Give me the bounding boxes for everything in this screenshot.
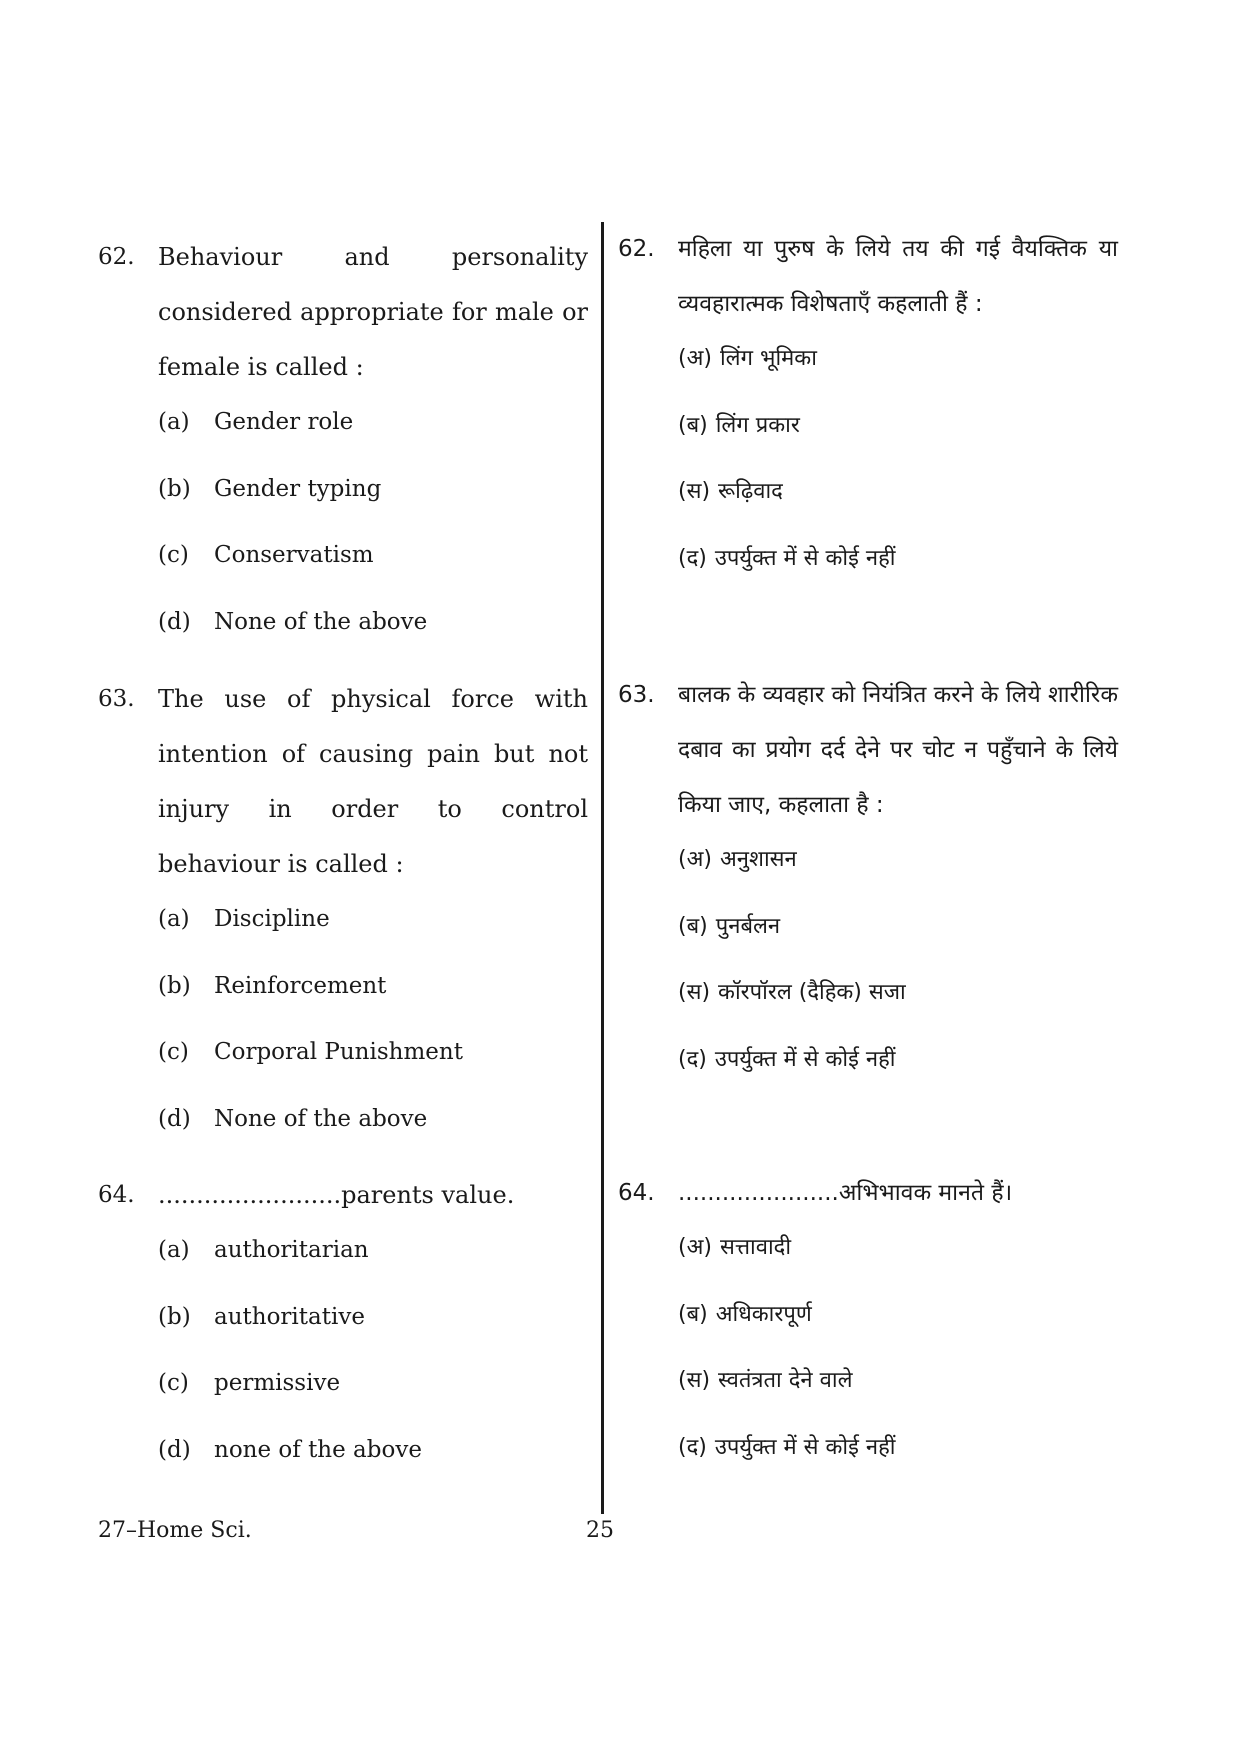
option-text: Gender role: [214, 409, 354, 435]
option-a: [158, 1235, 588, 1302]
option-letter: (ब): [678, 913, 708, 939]
question-63-en: [98, 672, 588, 1170]
option-letter: (d): [158, 1436, 191, 1463]
option-letter: (c): [158, 1039, 189, 1065]
question-62-hi: [618, 222, 1118, 610]
option-text: None of the above: [214, 1105, 428, 1132]
option-c: [158, 540, 588, 607]
option-b: [678, 411, 1118, 478]
question-63-hi: [618, 668, 1118, 1111]
options-list: [678, 845, 1118, 1111]
option-text: authoritative: [214, 1303, 365, 1330]
option-letter: (द): [678, 545, 707, 571]
option-letter: (a): [158, 1237, 190, 1263]
option-letter: (c): [158, 542, 189, 568]
question-stem: ........................parents value.: [158, 1181, 515, 1209]
question-number: 63.: [98, 686, 135, 712]
option-a: [158, 904, 588, 971]
option-d: [678, 1433, 1118, 1500]
question-64-en: [98, 1168, 588, 1501]
option-letter: (द): [678, 1434, 707, 1460]
option-text: कॉरपॉरल (दैहिक) सजा: [718, 980, 906, 1005]
question-64-hi: [618, 1166, 1118, 1499]
question-number: 62.: [98, 244, 135, 270]
page-number: 25: [586, 1518, 614, 1543]
option-text: None of the above: [214, 608, 428, 635]
question-number: 64.: [618, 1180, 655, 1206]
option-text: उपर्युक्त में से कोई नहीं: [714, 1046, 896, 1072]
option-letter: (ब): [678, 412, 708, 438]
option-b: [158, 971, 588, 1038]
option-letter: (c): [158, 1370, 189, 1396]
option-d: [158, 1435, 588, 1502]
option-c: [678, 978, 1118, 1045]
option-letter: (b): [158, 475, 191, 502]
option-letter: (a): [158, 409, 190, 435]
paper-code: 27–Home Sci.: [98, 1518, 252, 1543]
option-d: [678, 544, 1118, 611]
option-text: Gender typing: [214, 475, 382, 502]
options-list: [678, 1233, 1118, 1499]
option-d: [158, 1104, 588, 1171]
option-c: [678, 477, 1118, 544]
question-stem: बालक के व्यवहार को नियंत्रित करने के लिये शारीरिक दबाव का प्रयोग दर्द देने पर चोट न पहुँचाने के लिये किया जाए, कहलाता है :: [678, 682, 1118, 818]
option-letter: (स): [678, 980, 711, 1005]
option-b: [158, 1302, 588, 1369]
option-c: [158, 1368, 588, 1435]
option-text: Reinforcement: [214, 972, 387, 999]
option-letter: (b): [158, 972, 191, 999]
option-b: [678, 1300, 1118, 1367]
option-letter: (ब): [678, 1301, 708, 1327]
option-text: स्वतंत्रता देने वाले: [718, 1368, 853, 1393]
option-letter: (स): [678, 479, 711, 504]
question-stem: महिला या पुरुष के लिये तय की गई वैयक्तिक या व्यवहारात्मक विशेषताएँ कहलाती हैं :: [678, 236, 1118, 317]
option-c: [678, 1366, 1118, 1433]
option-letter: (b): [158, 1303, 191, 1330]
question-stem: ......................अभिभावक मानते हैं।: [678, 1180, 1013, 1206]
option-a: [678, 344, 1118, 411]
question-number: 62.: [618, 236, 655, 262]
options-list: [158, 407, 588, 673]
option-letter: (द): [678, 1046, 707, 1072]
option-c: [158, 1037, 588, 1104]
option-letter: (अ): [678, 847, 712, 872]
question-stem: Behaviour and personality considered appropriate for male or female is called :: [158, 243, 588, 381]
option-letter: (d): [158, 608, 191, 635]
option-text: उपर्युक्त में से कोई नहीं: [714, 545, 896, 571]
question-stem: The use of physical force with intention of causing pain but not injury in order to control behaviour is called :: [158, 685, 588, 878]
option-d: [158, 607, 588, 674]
question-number: 64.: [98, 1182, 135, 1208]
option-text: सत्तावादी: [719, 1235, 792, 1260]
options-list: [158, 904, 588, 1170]
option-letter: (अ): [678, 346, 712, 371]
option-text: permissive: [214, 1370, 341, 1396]
option-text: authoritarian: [214, 1237, 369, 1263]
option-text: रूढ़िवाद: [718, 479, 783, 504]
option-text: पुनर्बलन: [715, 913, 781, 939]
option-letter: (स): [678, 1368, 711, 1393]
option-text: Conservatism: [214, 542, 374, 568]
option-b: [158, 474, 588, 541]
option-letter: (a): [158, 906, 190, 932]
option-text: लिंग भूमिका: [719, 346, 817, 371]
option-d: [678, 1045, 1118, 1112]
option-letter: (d): [158, 1105, 191, 1132]
option-text: लिंग प्रकार: [715, 412, 800, 438]
question-62-en: [98, 230, 588, 673]
question-number: 63.: [618, 682, 655, 708]
options-list: [158, 1235, 588, 1501]
option-a: [158, 407, 588, 474]
option-text: Corporal Punishment: [214, 1039, 463, 1065]
options-list: [678, 344, 1118, 610]
option-text: अनुशासन: [719, 847, 797, 872]
option-text: Discipline: [214, 906, 330, 932]
option-a: [678, 845, 1118, 912]
option-b: [678, 912, 1118, 979]
option-text: उपर्युक्त में से कोई नहीं: [714, 1434, 896, 1460]
option-letter: (अ): [678, 1235, 712, 1260]
option-a: [678, 1233, 1118, 1300]
column-divider: [601, 222, 604, 1514]
option-text: none of the above: [214, 1436, 422, 1463]
option-text: अधिकारपूर्ण: [715, 1301, 812, 1327]
